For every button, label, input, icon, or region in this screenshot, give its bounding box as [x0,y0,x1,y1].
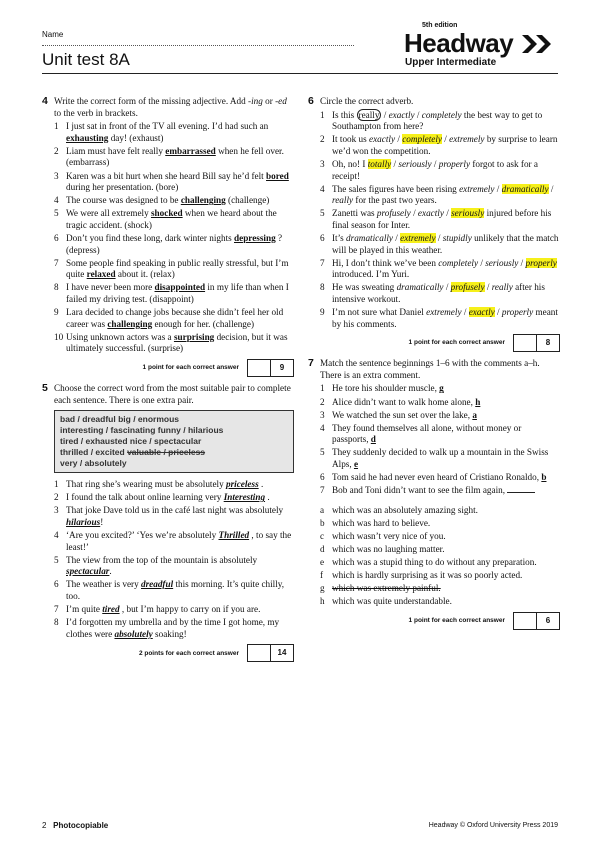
question-fragment: / [395,134,403,145]
question-suffix: this morning. It’s quite chilly, too. [66,579,285,601]
question-number: 5 [54,554,59,565]
question-fragment: / [494,307,502,318]
comment-text: which wasn’t very nice of you. [332,531,446,541]
question-item [54,282,294,305]
answer-field[interactable]: Thrilled [218,530,250,541]
question-suffix: , but I’m happy to carry on if you are. [119,604,261,615]
question-text [332,423,560,446]
question-list [54,479,294,640]
question-text [66,555,294,578]
score-row: 1 point for each correct answer 6 [308,612,560,630]
comment-letter: h [320,596,325,607]
question-number: 3 [320,158,325,169]
question-item [54,332,294,355]
comment-text: which was an absolutely amazing sight. [332,504,478,515]
answer-field[interactable]: b [541,472,547,483]
question-item [54,479,294,491]
question-number: 1 [54,121,59,132]
question-number: 2 [54,492,59,503]
question-item [54,146,294,169]
answer-field[interactable]: bored [266,170,289,181]
question-fragment: / [461,307,469,318]
question-fragment: by surprise to learn we’d won the competition. [332,134,558,156]
question-item [54,492,294,504]
question-fragment: Hi, I don’t think we’ve been [332,257,439,268]
comment-text: which was extremely painful. [332,583,441,594]
question-fragment: for the past two years. [353,195,437,206]
footer-copyright: Headway © Oxford University Press 2019 [428,822,558,829]
question-prefix: Using unknown actors was a [66,331,174,342]
question-text [66,530,294,553]
question-number: 8 [54,282,59,293]
comment-text: which was no laughing matter. [332,544,445,555]
question-text [66,617,294,640]
comment-list [320,505,560,608]
question-suffix: when he fell over. (embarrass) [66,145,284,168]
question-text [332,208,560,231]
question-item [54,604,294,616]
name-label: Name [42,30,64,39]
question-suffix: . [265,492,270,503]
question-item [320,485,560,497]
question-suffix: (challenge) [225,195,270,206]
question-text [332,383,560,395]
adverb-option[interactable]: exactly [468,307,495,318]
question-list [320,383,560,496]
question-item [54,195,294,207]
question-number: 8 [320,282,325,293]
question-item [54,171,294,194]
question-item [320,307,560,330]
section-instruction: Choose the correct word from the most suitable pair to complete each sentence. There is one extra pair. [54,382,291,405]
answer-field[interactable]: exhausting [66,132,109,143]
question-text [66,208,294,231]
question-text [66,579,294,602]
question-prefix: We were all extremely [66,208,151,219]
question-fragment: / [548,183,554,194]
comment-item [320,570,560,582]
question-number: 4 [320,183,325,194]
question-item [54,617,294,640]
adverb-option[interactable]: really [332,195,354,206]
question-fragment: He was sweating [332,282,397,293]
score-input[interactable] [248,360,271,376]
question-item [320,233,560,256]
question-number: 8 [54,617,59,628]
question-text [66,171,294,194]
answer-field[interactable]: e [353,459,359,470]
question-item [54,258,294,281]
answer-field[interactable]: spectacular [66,566,110,577]
section-number: 7 [308,357,314,370]
question-text [332,134,560,157]
question-prefix: Some people find speaking in public really stressful, but I’m quite [66,257,289,280]
question-suffix: ? (depress) [66,233,283,255]
comment-letter: d [320,544,325,555]
question-prefix: Karen was a bit hurt when she heard Bill say he’d felt [66,170,267,181]
comment-text: which was a stupid thing to do without any preparation. [332,557,537,568]
question-prefix: Lara decided to change jobs because she didn’t feel her old career was [66,307,284,329]
adverb-option[interactable]: exactly [388,109,415,120]
name-line [42,45,354,46]
question-prefix: They found themselves all alone, without money or passports, [332,422,522,445]
question-number: 6 [320,472,325,483]
question-suffix: , to say the least!’ [66,530,292,552]
adverb-option[interactable]: extremely [459,183,495,194]
question-suffix: soaking! [152,628,187,639]
question-item [320,397,560,409]
question-fragment: / [494,183,502,194]
question-prefix: That ring she’s wearing must be absolutely [66,479,226,490]
answer-field[interactable]: disappointed [154,282,206,293]
answer-field[interactable]: depressing [234,233,276,244]
question-item [54,579,294,602]
comment-item [320,505,560,517]
question-fragment: introduced. I’m Yuri. [332,269,410,280]
question-fragment: / [393,233,401,244]
question-item [54,555,294,578]
question-prefix: I’m quite [66,604,103,615]
question-prefix: I just sat in front of the TV all evening. I’d had such an [66,121,269,132]
answer-field[interactable]: h [475,396,481,407]
question-prefix: I have never been more [66,282,155,293]
score-input[interactable] [514,613,537,629]
page-title: Unit test 8A [42,50,130,69]
comment-letter: f [320,570,324,581]
question-item [320,383,560,395]
question-text [66,233,294,256]
comment-item [320,557,560,569]
question-prefix: Bob and Toni didn’t want to see the film again, [332,485,508,496]
logo-edition: 5th edition [422,22,458,29]
section-7 [308,358,560,630]
comment-letter: b [320,517,325,528]
comment-letter: g [320,583,325,594]
question-item [54,121,294,144]
question-text [66,332,294,355]
score-input[interactable] [248,645,271,661]
answer-field[interactable] [507,492,535,493]
question-suffix: about it. (relax) [115,269,175,280]
question-number: 5 [54,208,59,219]
question-fragment: / [441,134,450,145]
question-prefix: He tore his shoulder muscle, [332,383,440,394]
score-input[interactable] [514,335,537,351]
question-text [66,121,294,144]
adverb-option[interactable]: completely [402,134,442,145]
comment-letter: a [320,504,325,515]
adverb-option[interactable]: completely [438,257,479,268]
score-row: 2 points for each correct answer 14 [42,644,294,662]
answer-field[interactable]: challenging [180,195,226,206]
question-number: 2 [320,396,325,407]
adverb-option[interactable]: completely [421,109,462,120]
adverb-option[interactable]: extremely [449,134,485,145]
question-fragment: It’s [332,233,347,244]
question-text [66,492,294,504]
question-number: 3 [54,505,59,516]
question-fragment: Zanetti was [332,208,377,219]
question-fragment: forgot to ask for a receipt! [332,158,538,181]
answer-field[interactable]: Interesting [223,492,266,503]
comment-text: which was quite understandable. [332,596,452,607]
question-item [320,282,560,305]
section-6 [308,96,560,352]
question-fragment: / [484,282,492,293]
question-text [332,233,560,256]
question-prefix: Tom said he had never even heard of Cristiano Ronaldo, [332,472,542,483]
question-number: 6 [320,233,325,244]
question-item [320,208,560,231]
adverb-option[interactable]: properly [525,257,557,268]
section-number: 4 [42,95,48,107]
right-column [308,96,560,636]
question-suffix: . [109,566,112,577]
question-suffix: day! (exhaust) [108,132,164,143]
question-text [332,410,560,422]
question-fragment: / [443,282,451,293]
question-number: 7 [320,485,325,496]
question-number: 2 [320,134,325,145]
question-text [66,282,294,305]
question-prefix: I’d forgotten my umbrella and by the time I got home, my clothes were [66,617,280,639]
question-fragment: / [381,109,389,120]
question-item [54,530,294,553]
answer-field[interactable]: surprising [173,331,215,342]
adverb-option[interactable]: stupidly [442,233,472,244]
adverb-option[interactable]: dramatically [396,282,444,293]
answer-field[interactable]: relaxed [86,269,116,280]
question-text [332,447,560,470]
question-fragment: / [410,208,418,219]
question-text [66,258,294,281]
question-list [54,121,294,355]
answer-field[interactable]: embarrassed [165,145,216,156]
word-pairs-box: bad / dreadful big / enormous interesting / fascinating funny / hilarious tired / exhausted nice / spectacular thrilled / excited valuable / priceless very / absolutely [54,410,294,473]
question-item [54,505,294,528]
question-item [54,233,294,256]
adverb-option[interactable]: extremely [426,307,462,318]
question-text [332,397,560,409]
question-prefix: The weather is very [66,579,141,590]
question-fragment: / [391,158,399,169]
question-fragment: / [518,257,526,268]
question-text [332,472,560,484]
question-fragment: / [414,109,422,120]
question-text [332,159,560,182]
comment-item [320,596,560,608]
question-number: 6 [54,233,59,244]
question-number: 3 [320,409,325,420]
adverb-option[interactable]: dramatically [501,183,549,194]
section-instruction: Match the sentence beginnings 1–6 with the comments a–h. There is an extra comment. [320,358,540,380]
answer-field[interactable]: hilarious [66,516,101,527]
comment-item [320,518,560,530]
question-text [332,258,560,281]
question-text [332,110,560,133]
answer-field[interactable]: shocked [150,208,183,219]
adverb-option[interactable]: properly [501,307,534,318]
comment-text: which is hardly surprising as it was so poorly acted. [332,570,523,581]
question-suffix: during her presentation. (bore) [66,182,179,193]
question-prefix: Don’t you find these long, dark winter nights [66,233,234,244]
question-fragment: The sales figures have been rising [332,183,460,194]
section-number: 5 [42,381,48,394]
question-fragment: unlikely that the match will be played in this weather. [332,233,559,255]
question-item [320,472,560,484]
question-list [320,110,560,331]
question-suffix: ! [100,516,104,527]
question-number: 2 [54,145,59,156]
adverb-option[interactable]: extremely [400,233,436,244]
question-item [320,159,560,182]
adverb-option[interactable]: dramatically [346,233,393,244]
logo-headway: Headway [404,28,514,58]
comment-letter: e [320,557,325,568]
question-suffix: decision, but it was ultimately successful. (surprise) [66,331,288,354]
question-fragment: I’m not sure what Daniel [332,307,427,318]
question-number: 7 [54,257,59,268]
adverb-option[interactable]: profusely [376,208,411,219]
answer-field[interactable]: tired [102,604,120,615]
answer-field[interactable]: challenging [107,318,153,329]
question-number: 9 [54,307,59,318]
question-suffix: . [258,479,264,490]
adverb-option[interactable]: really [358,109,380,120]
question-suffix: enough for her. (challenge) [152,318,255,329]
question-prefix: The view from the top of the mountain is absolutely [66,554,258,565]
question-number: 4 [320,422,325,433]
question-text [66,146,294,169]
question-text [66,479,294,491]
section-instruction: Circle the correct adverb. [320,96,414,106]
question-item [320,110,560,133]
question-item [320,258,560,281]
question-fragment: injured before his final season for Inter. [332,208,552,230]
question-text [332,485,560,497]
section-number: 6 [308,95,314,107]
question-item [320,447,560,470]
section-5 [42,383,294,662]
question-fragment: Is this [332,109,357,120]
question-suffix: in my life than when I failed my driving test. (disappoint) [66,282,289,304]
question-suffix: when we heard about the tragic accident. (shock) [66,208,277,230]
question-item [54,208,294,231]
answer-field[interactable]: d [370,434,376,445]
comment-item [320,583,560,595]
question-text [332,184,560,207]
question-text [66,505,294,528]
adverb-option[interactable]: exactly [417,208,444,219]
question-text [332,282,560,305]
question-prefix: Alice didn’t want to walk home alone, [332,396,476,407]
score-row: 1 point for each correct answer 9 [42,359,294,377]
adverb-option[interactable]: seriously [485,257,519,268]
question-fragment: meant by his comments. [332,307,558,329]
question-fragment: / [478,257,486,268]
question-number: 9 [320,307,325,318]
question-number: 7 [320,257,325,268]
question-fragment: the best way to get to Southampton from here? [332,109,543,132]
question-item [320,423,560,446]
question-prefix: Liam must have felt really [66,145,166,156]
question-fragment: / [431,158,439,169]
question-item [320,134,560,157]
question-prefix: ‘Are you excited?’ ‘Yes we’re absolutely [66,530,219,541]
question-fragment: Oh, no! I [332,158,368,169]
score-row: 1 point for each correct answer 8 [308,334,560,352]
question-number: 1 [54,479,59,490]
question-text [66,195,294,207]
question-number: 10 [54,331,64,342]
question-fragment: after his intensive workout. [332,282,545,304]
question-prefix: I found the talk about online learning very [66,492,224,503]
question-prefix: We watched the sun set over the lake, [332,409,473,420]
answer-field[interactable]: dreadful [141,579,174,590]
answer-field[interactable]: g [439,383,444,394]
question-number: 5 [320,447,325,458]
question-number: 4 [54,195,59,206]
question-prefix: The course was designed to be [66,195,181,206]
left-column [42,96,294,668]
adverb-option[interactable]: properly [438,158,471,169]
comment-letter: c [320,531,325,541]
question-prefix: That joke Dave told us in the café last night was absolutely [66,505,284,516]
adverb-option[interactable]: really [491,282,513,293]
question-fragment: / [443,208,452,219]
question-text [332,307,560,330]
question-number: 5 [320,208,325,219]
answer-field[interactable]: absolutely [114,628,153,639]
comment-text: which was hard to believe. [332,517,431,528]
answer-field[interactable]: a [472,409,477,420]
question-text [66,604,294,616]
section-instruction: Write the correct form of the missing adjective. Add -ing or -ed to the verb in brackets. [54,96,287,118]
question-prefix: They suddenly decided to walk up a mountain in the Swiss Alps, [332,447,549,470]
question-item [320,184,560,207]
question-item [320,410,560,422]
comment-item [320,531,560,543]
adverb-option[interactable]: seriously [398,158,432,169]
question-number: 3 [54,170,59,181]
question-number: 1 [320,383,325,394]
comment-item [320,544,560,556]
answer-field[interactable]: priceless [225,479,259,490]
adverb-option[interactable]: profusely [450,282,485,293]
question-text [66,307,294,330]
question-fragment: / [435,233,443,244]
adverb-option[interactable]: seriously [451,208,485,219]
question-number: 7 [54,604,59,615]
header-rule [42,73,558,74]
question-number: 6 [54,579,59,590]
logo-arrows-icon [522,33,556,55]
section-4 [42,96,294,377]
logo-level: Upper Intermediate [405,57,497,68]
adverb-option[interactable]: totally [367,158,392,169]
question-item [54,307,294,330]
question-fragment: It took us [332,134,370,145]
footer-page: 2 Photocopiable [42,821,109,830]
adverb-option[interactable]: exactly [369,134,396,145]
question-number: 1 [320,109,325,120]
question-number: 4 [54,530,59,541]
